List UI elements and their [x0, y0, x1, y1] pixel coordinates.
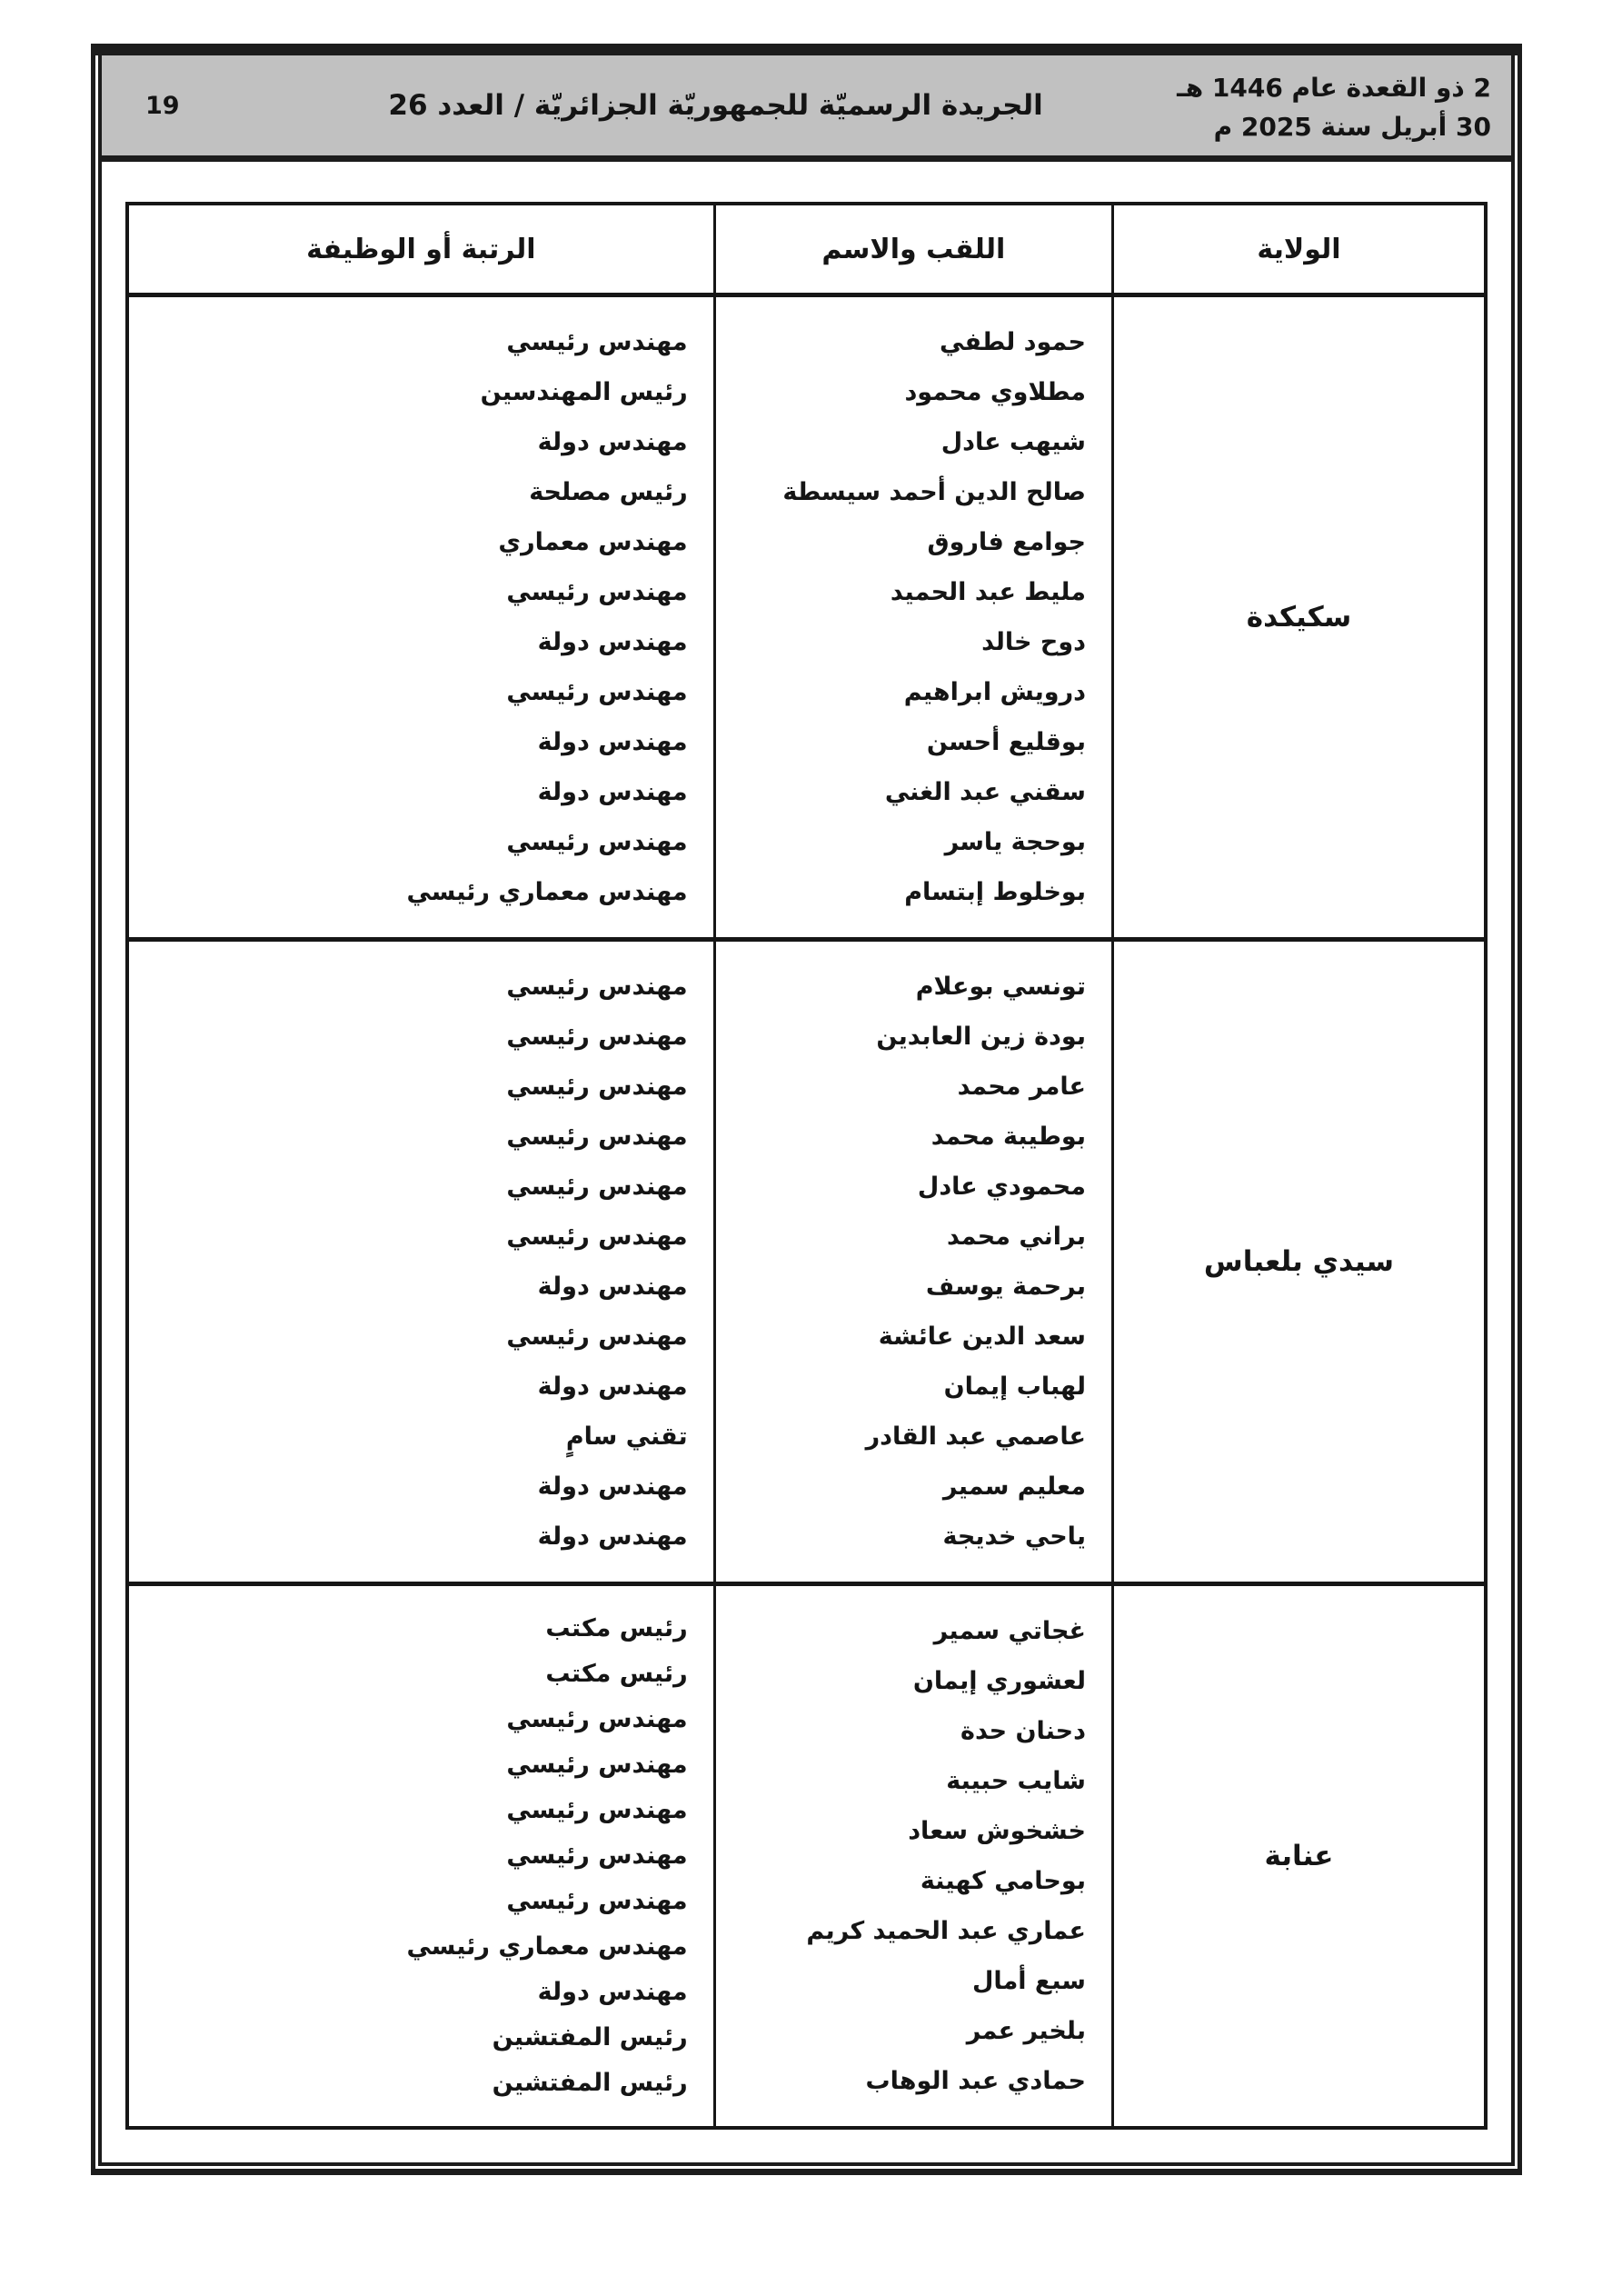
name-line: سعد الدين عائشة [878, 1323, 1086, 1351]
name-line: معليم سمير [942, 1472, 1086, 1501]
page-inner-frame [98, 55, 1515, 2166]
page-number: 19 [145, 91, 180, 120]
name-line: بوحامي كهينة [920, 1867, 1086, 1895]
ranks-cell [129, 297, 713, 937]
rank-line: مهندس رئيسي [506, 1223, 688, 1251]
name-line: سقني عبد الغني [884, 778, 1086, 806]
name-line: برحمة يوسف [925, 1273, 1086, 1301]
rank-line: مهندس دولة [537, 1522, 688, 1551]
gregorian-date: 30 أبريل سنة 2025 م [1213, 112, 1491, 142]
rank-line: مهندس رئيسي [506, 973, 688, 1001]
column-header-wilaya: الولاية [1257, 233, 1341, 265]
rank-line: مهندس معماري رئيسي [406, 878, 688, 906]
table-header-row [129, 205, 1484, 293]
rank-line: مهندس معماري [498, 528, 688, 556]
name-line: عامر محمد [957, 1073, 1086, 1101]
name-line: تونسي بوعلام [915, 973, 1086, 1001]
name-line: شيهب عادل [940, 428, 1086, 456]
rank-line: مهندس دولة [537, 778, 688, 806]
rank-line: رئيس مكتب [545, 1660, 688, 1688]
wilaya-name: عنابة [1264, 1840, 1334, 1872]
wilaya-cell [1114, 297, 1484, 937]
name-line: حمادي عبد الوهاب [865, 2067, 1086, 2095]
rank-line: مهندس رئيسي [506, 578, 688, 606]
wilaya-name: سيدي بلعباس [1203, 1245, 1395, 1278]
wilaya-section-skikda [129, 293, 1484, 937]
hijri-date: 2 ذو القعدة عام 1446 هـ [1177, 72, 1491, 103]
name-line: لهباب إيمان [943, 1373, 1086, 1401]
rank-line: مهندس معماري رئيسي [406, 1932, 688, 1961]
rank-line: مهندس رئيسي [506, 828, 688, 856]
name-line: خشخوش سعاد [908, 1817, 1086, 1845]
rank-line: مهندس رئيسي [506, 1842, 688, 1870]
wilaya-cell [1114, 1586, 1484, 2126]
wilaya-section-sidi-bel-abbes [129, 937, 1484, 1582]
name-line: مليط عبد الحميد [890, 578, 1086, 606]
name-line: غجاتي سمير [933, 1617, 1086, 1645]
name-line: عاصمي عبد القادر [865, 1423, 1086, 1451]
name-line: ياحي خديجة [942, 1522, 1086, 1551]
rank-line: مهندس دولة [537, 1978, 688, 2006]
name-line: بوخلوط إبتسام [904, 878, 1086, 906]
name-line: مطلاوي محمود [904, 378, 1086, 406]
rank-line: رئيس مصلحة [529, 478, 688, 506]
name-line: بودة زين العابدين [876, 1023, 1086, 1051]
name-line: حمود لطفي [940, 328, 1086, 356]
rank-line: مهندس رئيسي [506, 1023, 688, 1051]
journal-title: الجريدة الرسميّة للجمهوريّة الجزائريّة / العدد 26 [388, 89, 1043, 122]
name-line: جوامع فاروق [927, 528, 1086, 556]
rank-line: مهندس دولة [537, 1373, 688, 1401]
rank-line: رئيس المفتشين [492, 2023, 688, 2051]
rank-line: مهندس رئيسي [506, 1751, 688, 1779]
rank-line: مهندس دولة [537, 628, 688, 656]
name-line: صالح الدين أحمد سيسطة [782, 478, 1086, 506]
name-line: شايب حبيبة [946, 1767, 1086, 1795]
rank-line: رئيس المفتشين [492, 2069, 688, 2097]
masthead-band [102, 55, 1511, 162]
name-line: محمودي عادل [917, 1173, 1086, 1201]
rank-line: مهندس دولة [537, 1472, 688, 1501]
name-line: بوطيبة محمد [930, 1123, 1086, 1151]
rank-line: مهندس رئيسي [506, 1323, 688, 1351]
rank-line: مهندس رئيسي [506, 1796, 688, 1824]
rank-line: مهندس رئيسي [506, 1173, 688, 1201]
rank-line: مهندس دولة [537, 728, 688, 756]
name-line: سبع أمال [972, 1967, 1086, 1995]
rank-line: مهندس رئيسي [506, 678, 688, 706]
rank-line: تقني سامٍ [565, 1423, 688, 1451]
rank-line: مهندس رئيسي [506, 328, 688, 356]
rank-line: مهندس دولة [537, 1273, 688, 1301]
rank-line: مهندس رئيسي [506, 1123, 688, 1151]
rank-line: مهندس رئيسي [506, 1073, 688, 1101]
name-line: درويش ابراهيم [903, 678, 1086, 706]
name-line: لعشوري إيمان [912, 1667, 1086, 1695]
ranks-cell [129, 942, 713, 1582]
name-line: دحنان حدة [960, 1717, 1086, 1745]
rank-line: رئيس المهندسين [480, 378, 688, 406]
name-line: دوح خالد [981, 628, 1086, 656]
rank-line: مهندس دولة [537, 428, 688, 456]
name-line: براني محمد [947, 1223, 1086, 1251]
masthead-dates [1168, 65, 1511, 147]
wilaya-section-annaba [129, 1582, 1484, 2126]
names-cell [713, 1586, 1114, 2126]
name-line: عماري عبد الحميد كريم [806, 1917, 1086, 1945]
names-cell [713, 297, 1114, 937]
wilaya-name: سكيكدة [1246, 601, 1352, 634]
page-frame [91, 44, 1522, 2175]
names-cell [713, 942, 1114, 1582]
records-table [125, 202, 1488, 2130]
ranks-cell [129, 1586, 713, 2126]
wilaya-cell [1114, 942, 1484, 1582]
rank-line: مهندس رئيسي [506, 1887, 688, 1915]
rank-line: رئيس مكتب [545, 1614, 688, 1642]
name-line: بوقليع أحسن [926, 728, 1086, 756]
rank-line: مهندس رئيسي [506, 1705, 688, 1733]
name-line: بلخير عمر [966, 2017, 1086, 2045]
column-header-rank: الرتبة أو الوظيفة [306, 233, 536, 265]
name-line: بوحجة ياسر [944, 828, 1086, 856]
column-header-name: اللقب والاسم [713, 205, 1114, 293]
